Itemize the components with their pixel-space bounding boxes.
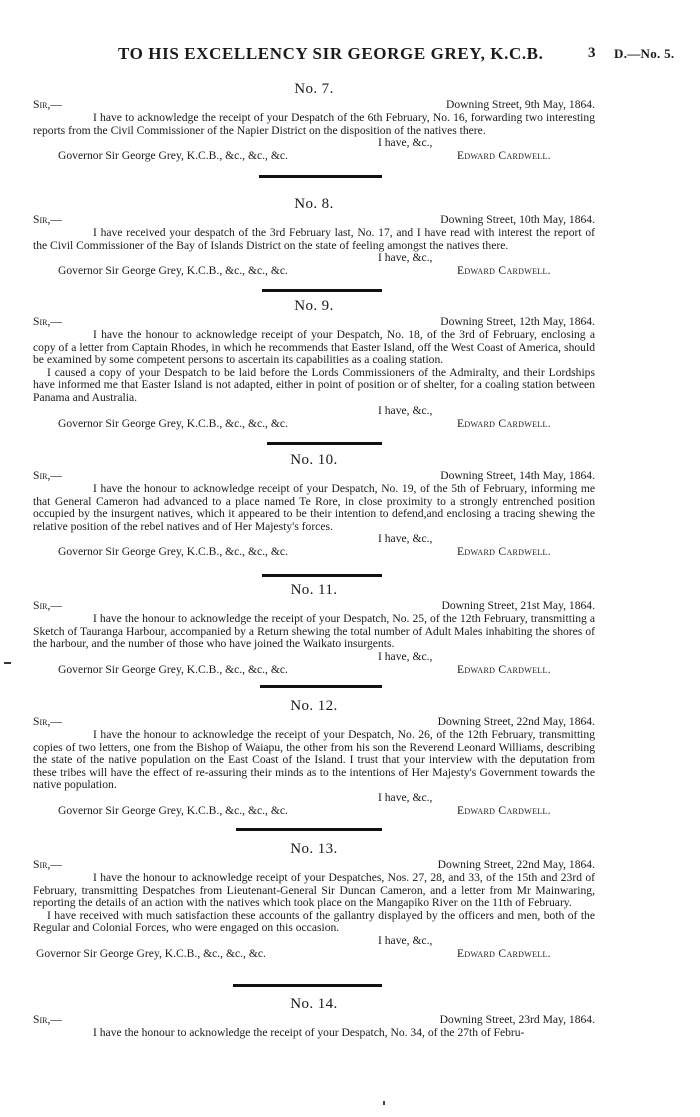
letter-body (33, 729, 595, 792)
salutation: Sir,— (33, 469, 62, 482)
section-divider (262, 574, 382, 577)
section-divider (259, 175, 382, 178)
document-reference: D.—No. 5. (614, 46, 675, 61)
dateline: Downing Street, 14th May, 1864. (440, 469, 595, 482)
letter-no-11 (33, 581, 595, 678)
paragraph: I have to acknowledge the receipt of your Despatch of the 6th February, No. 16, forwarding two interesting reports from the Civil Commissioner of the Napier District on the disposition of the natives there. (33, 111, 595, 137)
dateline: Downing Street, 22nd May, 1864. (437, 858, 595, 871)
addressee: Governor Sir George Grey, K.C.B., &c., &c., &c. (58, 149, 288, 163)
letter-body (33, 227, 595, 252)
letter-no-8 (33, 195, 595, 279)
section-divider (233, 984, 382, 987)
addressee: Governor Sir George Grey, K.C.B., &c., &c., &c. (58, 803, 288, 817)
paragraph: I have received with much satisfaction these accounts of the gallantry displayed by the officers and men, both of the Regular and Colonial Forces, who were engaged on this occasion. (33, 908, 595, 935)
signature: Edward Cardwell. (457, 662, 551, 676)
salutation: Sir,— (33, 98, 62, 111)
letter-number: No. 12. (290, 698, 338, 714)
addressee: Governor Sir George Grey, K.C.B., &c., &c., &c. (36, 946, 266, 960)
signature: Edward Cardwell. (457, 946, 551, 960)
closing: I have, &c., (378, 532, 433, 546)
signature: Edward Cardwell. (457, 149, 551, 163)
margin-mark (4, 662, 11, 664)
dateline: Downing Street, 12th May, 1864. (440, 315, 595, 328)
dateline: Downing Street, 10th May, 1864. (440, 213, 595, 226)
letter-body (33, 872, 595, 935)
salutation: Sir,— (33, 315, 62, 328)
salutation: Sir,— (33, 213, 62, 226)
page-number: 3 (588, 45, 596, 61)
salutation: Sir,— (33, 1013, 62, 1026)
letter-body (33, 112, 595, 137)
letter-no-14 (33, 995, 595, 1040)
letter-number: No. 8. (294, 196, 334, 212)
signature: Edward Cardwell. (457, 803, 551, 817)
paragraph: I have the honour to acknowledge the receipt of your Despatch, No. 25, of the 12th February, transmitting a Sketch of Tauranga Harbour, accompanied by a Return shewing the total number of Adult Males inhabiting the shores of the harbour, and the number of those who have joined the Waikato insurgents. (33, 612, 595, 651)
letter-number: No. 7. (294, 81, 334, 97)
closing: I have, &c., (378, 251, 433, 265)
paragraph: I have received your despatch of the 3rd February last, No. 17, and I have read with interest the report of the Civil Commissioner of the Bay of Islands District on the state of feeling amongst the natives there. (33, 226, 595, 252)
signature: Edward Cardwell. (457, 264, 551, 278)
section-divider (267, 442, 382, 445)
letter-no-7 (33, 80, 595, 164)
section-divider (236, 828, 382, 831)
section-divider (262, 289, 382, 292)
dateline: Downing Street, 9th May, 1864. (446, 98, 595, 111)
signature: Edward Cardwell. (457, 545, 551, 559)
letter-number: No. 13. (290, 841, 338, 857)
salutation: Sir,— (33, 858, 62, 871)
scan-speck (383, 1101, 385, 1105)
letter-no-13 (33, 840, 595, 962)
paragraph: I have the honour to acknowledge the receipt of your Despatch, No. 34, of the 27th of Febru- (93, 1026, 525, 1039)
letter-no-12 (33, 697, 595, 819)
paragraph: I have the honour to acknowledge receipt of your Despatch, No. 18, of the 3rd of February, enclosing a copy of a letter from Captain Rhodes, in which he recommends that Easter Island, off the West Coast of America, should be examined by some competent persons to ascertain its capabilities as a coaling station. (33, 328, 595, 367)
closing: I have, &c., (378, 933, 433, 947)
letter-no-9 (33, 297, 595, 432)
dateline: Downing Street, 21st May, 1864. (441, 599, 595, 612)
addressee: Governor Sir George Grey, K.C.B., &c., &c., &c. (58, 545, 288, 559)
letter-number: No. 9. (294, 298, 334, 314)
closing: I have, &c., (378, 403, 433, 417)
closing: I have, &c., (378, 136, 433, 150)
section-divider (260, 685, 382, 688)
letter-number: No. 14. (290, 996, 338, 1012)
closing: I have, &c., (378, 790, 433, 804)
signature: Edward Cardwell. (457, 416, 551, 430)
letter-no-10 (33, 451, 595, 560)
addressee: Governor Sir George Grey, K.C.B., &c., &c., &c. (58, 264, 288, 278)
letter-body (33, 329, 595, 405)
salutation: Sir,— (33, 715, 62, 728)
letter-body (33, 483, 595, 533)
addressee: Governor Sir George Grey, K.C.B., &c., &c., &c. (58, 662, 288, 676)
closing: I have, &c., (378, 649, 433, 663)
letter-number: No. 10. (290, 452, 338, 468)
running-title: TO HIS EXCELLENCY SIR GEORGE GREY, K.C.B. (118, 44, 544, 63)
salutation: Sir,— (33, 599, 62, 612)
dateline: Downing Street, 23rd May, 1864. (439, 1013, 595, 1026)
paragraph: I have the honour to acknowledge the receipt of your Despatch, No. 26, of the 12th February, transmitting copies of two letters, one from the Bishop of Waiapu, the other from his son the Reverend Leonard Williams, describing the state of the native population on the East Coast of the Island. I trust that your interview with the deputation from these tribes will have the effect of re-assuring their minds as to the intentions of Her Majesty's Government towards the native population. (33, 728, 595, 792)
dateline: Downing Street, 22nd May, 1864. (437, 715, 595, 728)
addressee: Governor Sir George Grey, K.C.B., &c., &c., &c. (58, 416, 288, 430)
letter-body (33, 1027, 595, 1040)
paragraph: I have the honour to acknowledge receipt of your Despatch, No. 19, of the 5th of February, informing me that General Cameron had advanced to a place named Te Rore, in close proximity to a strongly entrenched position occupied by the insurgent natives, which it appeared to be their intention to defend,and enclosing a tracing shewing the relative position of the rebel natives and of Her Majesty's forces. (33, 482, 595, 533)
paragraph: I have the honour to acknowledge receipt of your Despatches, Nos. 27, 28, and 33, of the 15th and 23rd of February, transmitting Despatches from Lieutenant-General Sir Duncan Cameron, and a letter from Mr Mainwaring, reporting the details of an action with the natives which took place on the Mangapiko River on the 11th of February. (33, 871, 595, 910)
page-header (0, 44, 700, 66)
letter-body (33, 613, 595, 651)
letter-number: No. 11. (290, 582, 338, 598)
paragraph: I caused a copy of your Despatch to be laid before the Lords Commissioners of the Admiralty, and their Lordships have informed me that Easter Island is not adapted, either in point of position or of shelter, for a coaling station between Panama and Australia. (33, 365, 595, 404)
